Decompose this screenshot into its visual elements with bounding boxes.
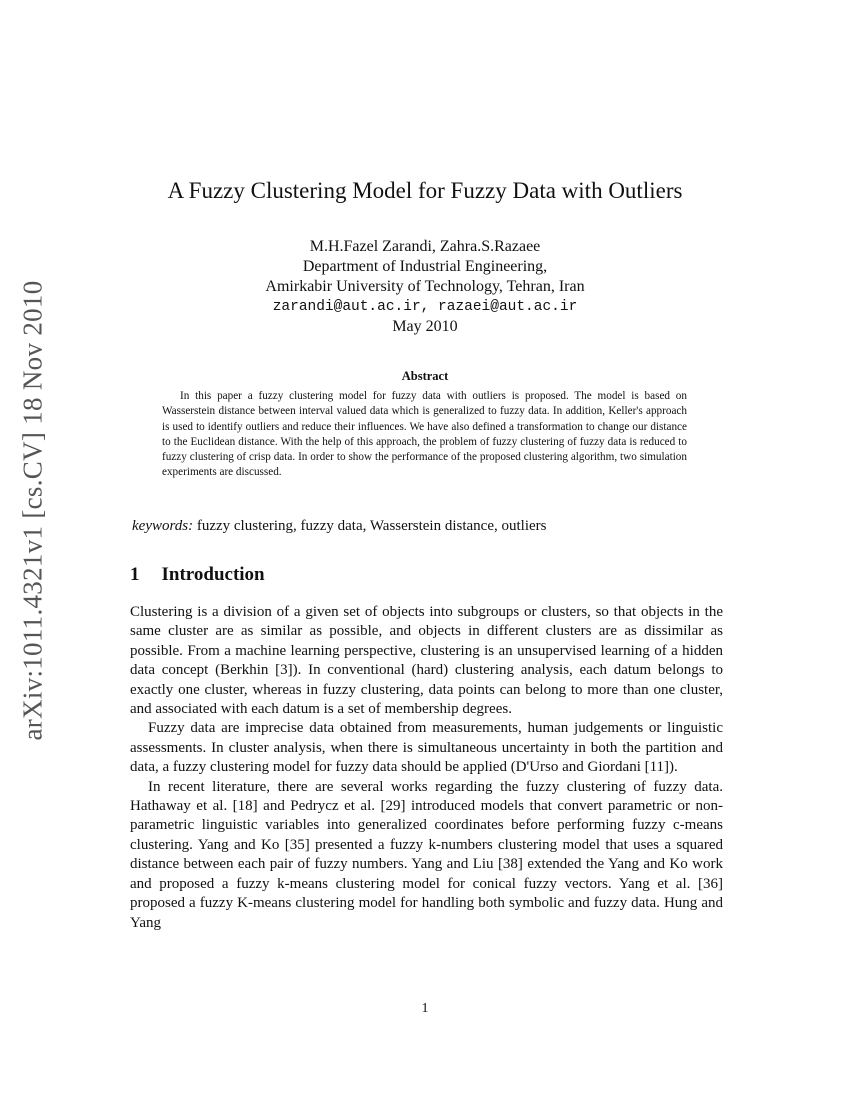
author-block (0, 237, 850, 317)
keywords-line (132, 518, 722, 535)
section-heading (130, 564, 265, 586)
paragraph: Fuzzy data are imprecise data obtained from measurements, human judgements or linguistic assessments. In cluster analysis, when there is simultaneous uncertainty in both the partition and data, a fuzzy clustering model for fuzzy data should be applied (D'Urso and Giordani [11]). (130, 720, 723, 776)
keywords-label: keywords: (132, 518, 194, 534)
paragraph: Clustering is a division of a given set of objects into subgroups or clusters, so that objects in the same cluster are as similar as possible, and objects in different clusters are as dissimilar as possible. From a machine learning perspective, clustering is an unsupervised learning of a hidden data concept (Berkhin [3]). In conventional (hard) clustering analysis, each datum belongs to exactly one cluster, whereas in fuzzy clustering, data points can belong to more than one cluster, and associated with each datum is a set of membership degrees. (130, 604, 723, 718)
author-names: M.H.Fazel Zarandi, Zahra.S.Razaee (309, 238, 541, 255)
section-number: 1 (130, 564, 140, 585)
department: Department of Industrial Engineering, (302, 258, 548, 275)
page-number: 1 (421, 1001, 429, 1016)
abstract-text: In this paper a fuzzy clustering model for fuzzy data with outliers is proposed. The model is based on Wasserstein distance between interval valued data which is generalized to fuzzy data. In addition, Keller's approach is used to identify outliers and reduce their influences. We have also defined a transformation to change our distance to the Euclidean distance. With the help of this approach, the problem of fuzzy clustering of fuzzy data is reduced to fuzzy clustering of crisp data. In order to show the performance of the proposed clustering algorithm, two simulation experiments are discussed. (162, 390, 687, 479)
arxiv-identifier: arXiv:1011.4321v1 [cs.CV] 18 Nov 2010 (17, 279, 48, 741)
paper-date: May 2010 (392, 318, 458, 335)
keywords-text: fuzzy clustering, fuzzy data, Wasserstein distance, outliers (196, 518, 547, 534)
section-body (130, 603, 723, 933)
section-title: Introduction (161, 564, 265, 585)
paper-title: A Fuzzy Clustering Model for Fuzzy Data with Outliers (167, 178, 683, 203)
author-emails: zarandi@aut.ac.ir, razaei@aut.ac.ir (272, 299, 578, 315)
university: Amirkabir University of Technology, Tehran, Iran (265, 278, 585, 295)
paragraph: In recent literature, there are several works regarding the fuzzy clustering of fuzzy data. Hathaway et al. [18] and Pedrycz et al. [29] introduced models that convert parametric or non-parametric linguistic variables into generalized coordinates before performing fuzzy c-means clustering. Yang and Ko [35] presented a fuzzy k-numbers clustering model that uses a squared distance between each pair of fuzzy numbers. Yang and Liu [38] extended the Yang and Ko work and proposed a fuzzy k-means clustering model for conical fuzzy vectors. Yang et al. [36] proposed a fuzzy K-means clustering model for handling both symbolic and fuzzy data. Hung and Yang (130, 778, 723, 931)
abstract-heading: Abstract (401, 369, 449, 383)
